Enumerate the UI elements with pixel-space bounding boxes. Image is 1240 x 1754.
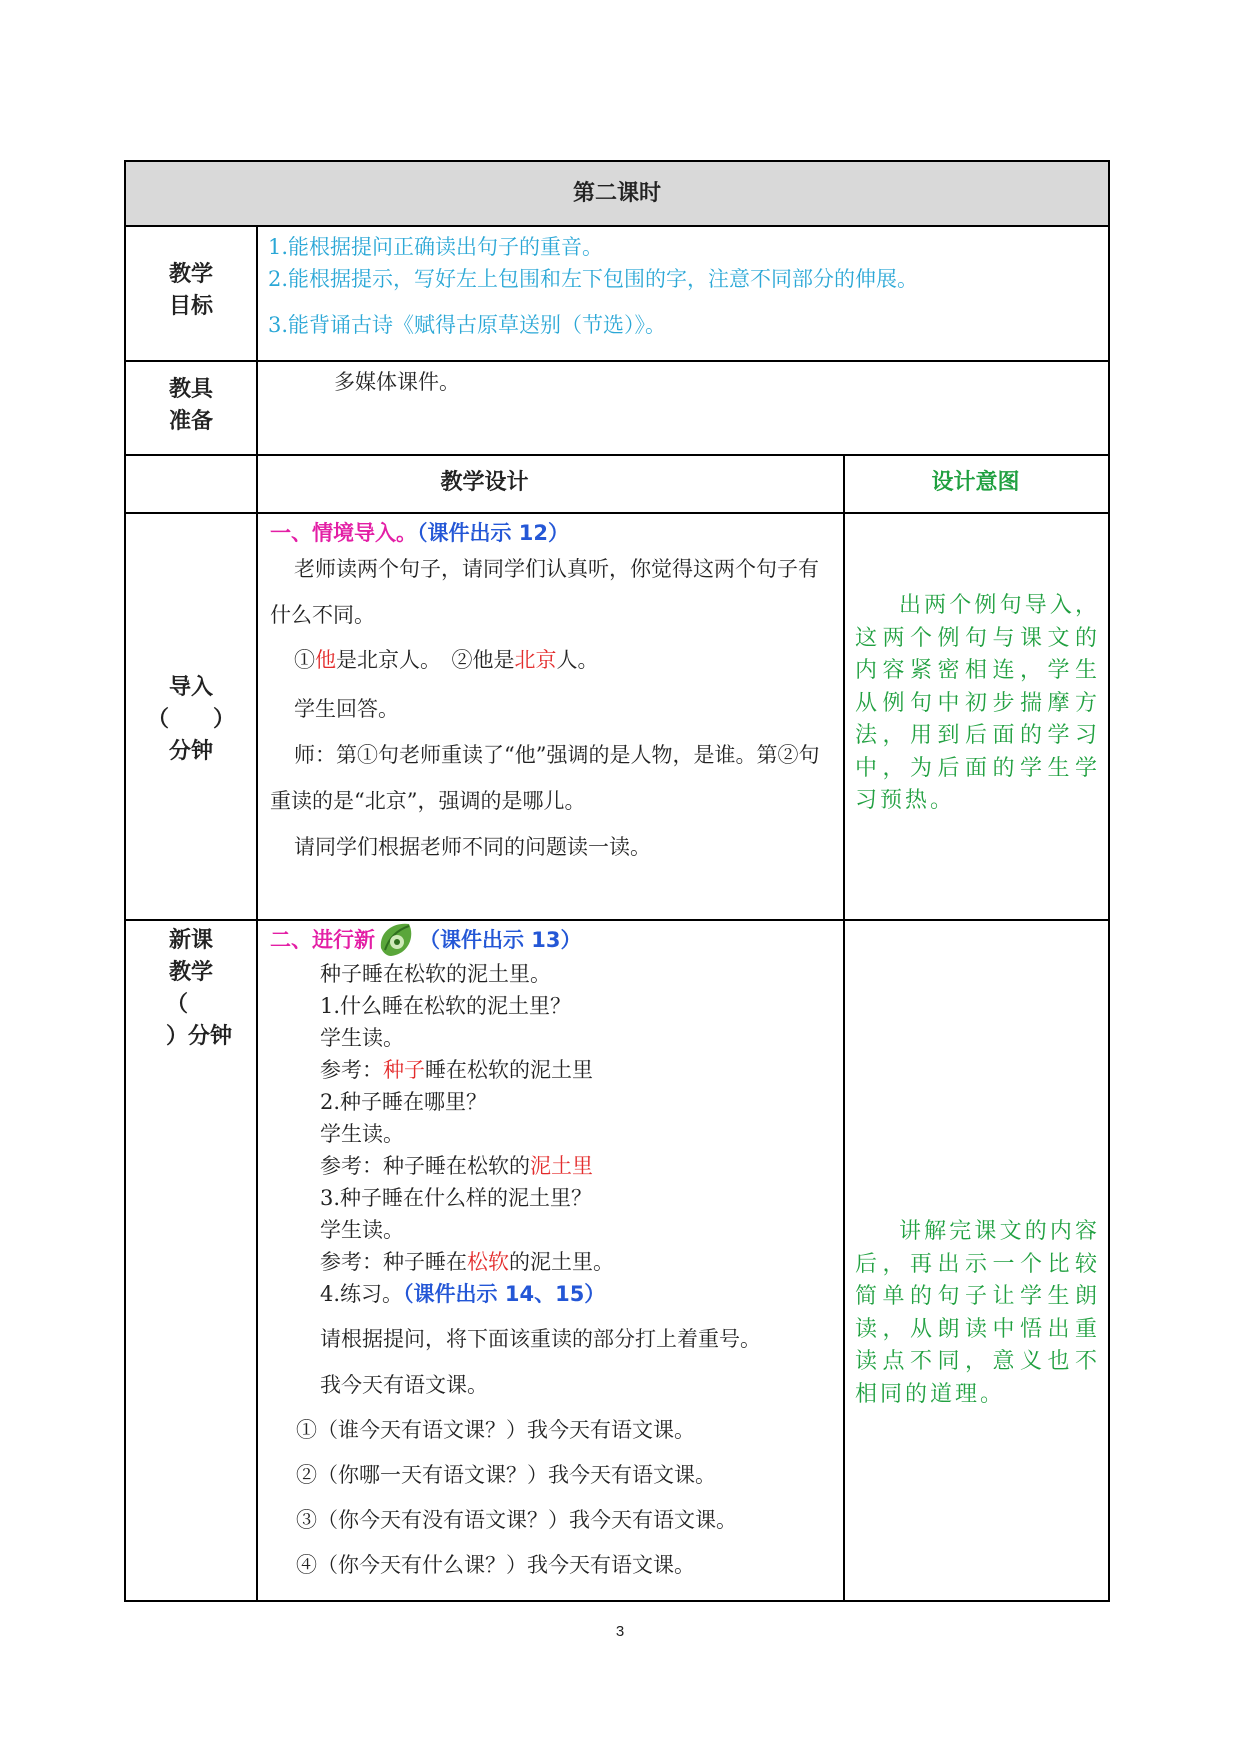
lesson-line: 学生读。	[320, 1025, 404, 1050]
example1-num: ①	[294, 648, 315, 672]
lesson-line	[320, 1054, 840, 1086]
new-lesson-heading	[270, 924, 840, 958]
intent-header: 设计意图	[931, 470, 1020, 495]
ref1-post: 睡在松软的泥土里	[425, 1057, 593, 1082]
lesson-line: 请根据提问，将下面该重读的部分打上着重号。	[320, 1326, 761, 1351]
new-lesson-label	[126, 919, 256, 1053]
exercise-ref: （课件出示 14、15）	[403, 1281, 606, 1306]
new-lesson-label-line1: 新课	[168, 928, 213, 953]
intro-paragraph: 请同学们根据老师不同的问题读一读。	[294, 835, 651, 859]
intro-label	[126, 512, 256, 919]
goal-item: 2.能根据提示，写好左上包围和左下包围的字，注意不同部分的伸展。	[268, 267, 919, 291]
lesson-line	[320, 1246, 840, 1278]
ref3-pre: 参考：种子睡在	[320, 1249, 467, 1274]
new-lesson-heading-ref: （课件出示 13）	[419, 928, 582, 952]
intro-label-line1: 导入	[168, 675, 213, 700]
lesson-line	[320, 1278, 840, 1310]
intro-intent-text: 出两个例句导入，这两个例句与课文的内容紧密相连，学生从例句中初步揣摩方法，用到后面的学习中，为后面的学生学习预热。	[855, 593, 1100, 813]
intro-examples	[270, 638, 836, 682]
tools-content: 多媒体课件。	[334, 370, 460, 394]
ref2-pre: 参考：种子睡在松软的	[320, 1153, 530, 1178]
lesson-line: 学生读。	[320, 1121, 404, 1146]
example2-rest: 人。	[556, 648, 599, 672]
goal-item: 3.能背诵古诗《赋得古原草送别（节选）》。	[268, 313, 667, 337]
option-line: ①（谁今天有语文课？）我今天有语文课。	[296, 1417, 695, 1442]
intro-paragraph: 老师读两个句子，请同学们认真听，你觉得这两个句子有什么不同。	[270, 557, 819, 627]
tools-label-line1: 教具	[168, 377, 213, 402]
ref1-pre: 参考：	[320, 1057, 383, 1082]
goals-label	[126, 225, 256, 360]
example1-emphasis: 他	[315, 648, 336, 672]
goal-item: 1.能根据提问正确读出句子的重音。	[268, 235, 604, 259]
intro-paragraph: 学生回答。	[294, 697, 399, 721]
intro-label-line3: 分钟	[168, 739, 213, 764]
intro-label-line2: （ ）	[146, 707, 235, 732]
lesson-line: 3.种子睡在什么样的泥土里？	[320, 1185, 593, 1210]
lesson-line: 1.什么睡在松软的泥土里？	[320, 993, 572, 1018]
goals-label-line2: 目标	[168, 294, 213, 319]
goals-label-line1: 教学	[168, 262, 213, 287]
example1-rest: 是北京人。	[336, 648, 431, 672]
new-lesson-label-line2: 教学	[168, 960, 213, 985]
intro-paragraph: 师：第①句老师重读了“他”强调的是人物，是谁。第②句重读的是“北京”，强调的是哪儿。	[270, 743, 820, 813]
intro-content	[270, 516, 836, 870]
lesson-line: 2.种子睡在哪里？	[320, 1089, 488, 1114]
example2-emphasis: 北京	[514, 648, 557, 672]
new-lesson-intent	[855, 1216, 1100, 1411]
page-number: 3	[615, 1623, 625, 1640]
design-header: 教学设计	[440, 470, 529, 495]
option-line: ②（你哪一天有语文课？）我今天有语文课。	[296, 1462, 716, 1487]
ref3-emphasis: 松软	[467, 1249, 509, 1274]
new-lesson-label-line4: ）分钟	[166, 1024, 233, 1049]
new-lesson-intent-text: 讲解完课文的内容后，再出示一个比较简单的句子让学生朗读，从朗读中悟出重读点不同，意义也不相同的道理。	[855, 1219, 1100, 1407]
intro-intent	[855, 590, 1100, 818]
example2-num: ②他是	[451, 648, 515, 672]
exercise-label: 4.练习。	[320, 1281, 404, 1306]
lesson-line: 学生读。	[320, 1217, 404, 1242]
goals-list	[268, 231, 1098, 341]
intro-heading-ref: （课件出示 12）	[417, 521, 570, 545]
new-lesson-content	[270, 924, 840, 1588]
lesson-line: 我今天有语文课。	[320, 1372, 488, 1397]
intro-heading	[270, 516, 836, 550]
lesson-line: 种子睡在松软的泥土里。	[320, 961, 551, 986]
option-line: ③（你今天有没有语文课？）我今天有语文课。	[296, 1507, 737, 1532]
ref2-emphasis: 泥土里	[530, 1153, 593, 1178]
green-leaf-logo-icon	[375, 926, 419, 958]
ref3-post: 的泥土里。	[509, 1249, 614, 1274]
ref1-emphasis: 种子	[383, 1057, 425, 1082]
lesson-line	[320, 1150, 840, 1182]
tools-label-line2: 准备	[168, 409, 213, 434]
page-title: 第二课时	[572, 181, 661, 206]
option-line: ④（你今天有什么课？）我今天有语文课。	[296, 1552, 695, 1577]
intro-heading-text: 一、情境导入。	[270, 521, 417, 545]
new-lesson-label-line3: （	[166, 992, 189, 1017]
tools-label	[126, 360, 256, 454]
new-lesson-heading-text: 二、进行新	[270, 928, 375, 952]
lesson-table	[124, 160, 1110, 1602]
